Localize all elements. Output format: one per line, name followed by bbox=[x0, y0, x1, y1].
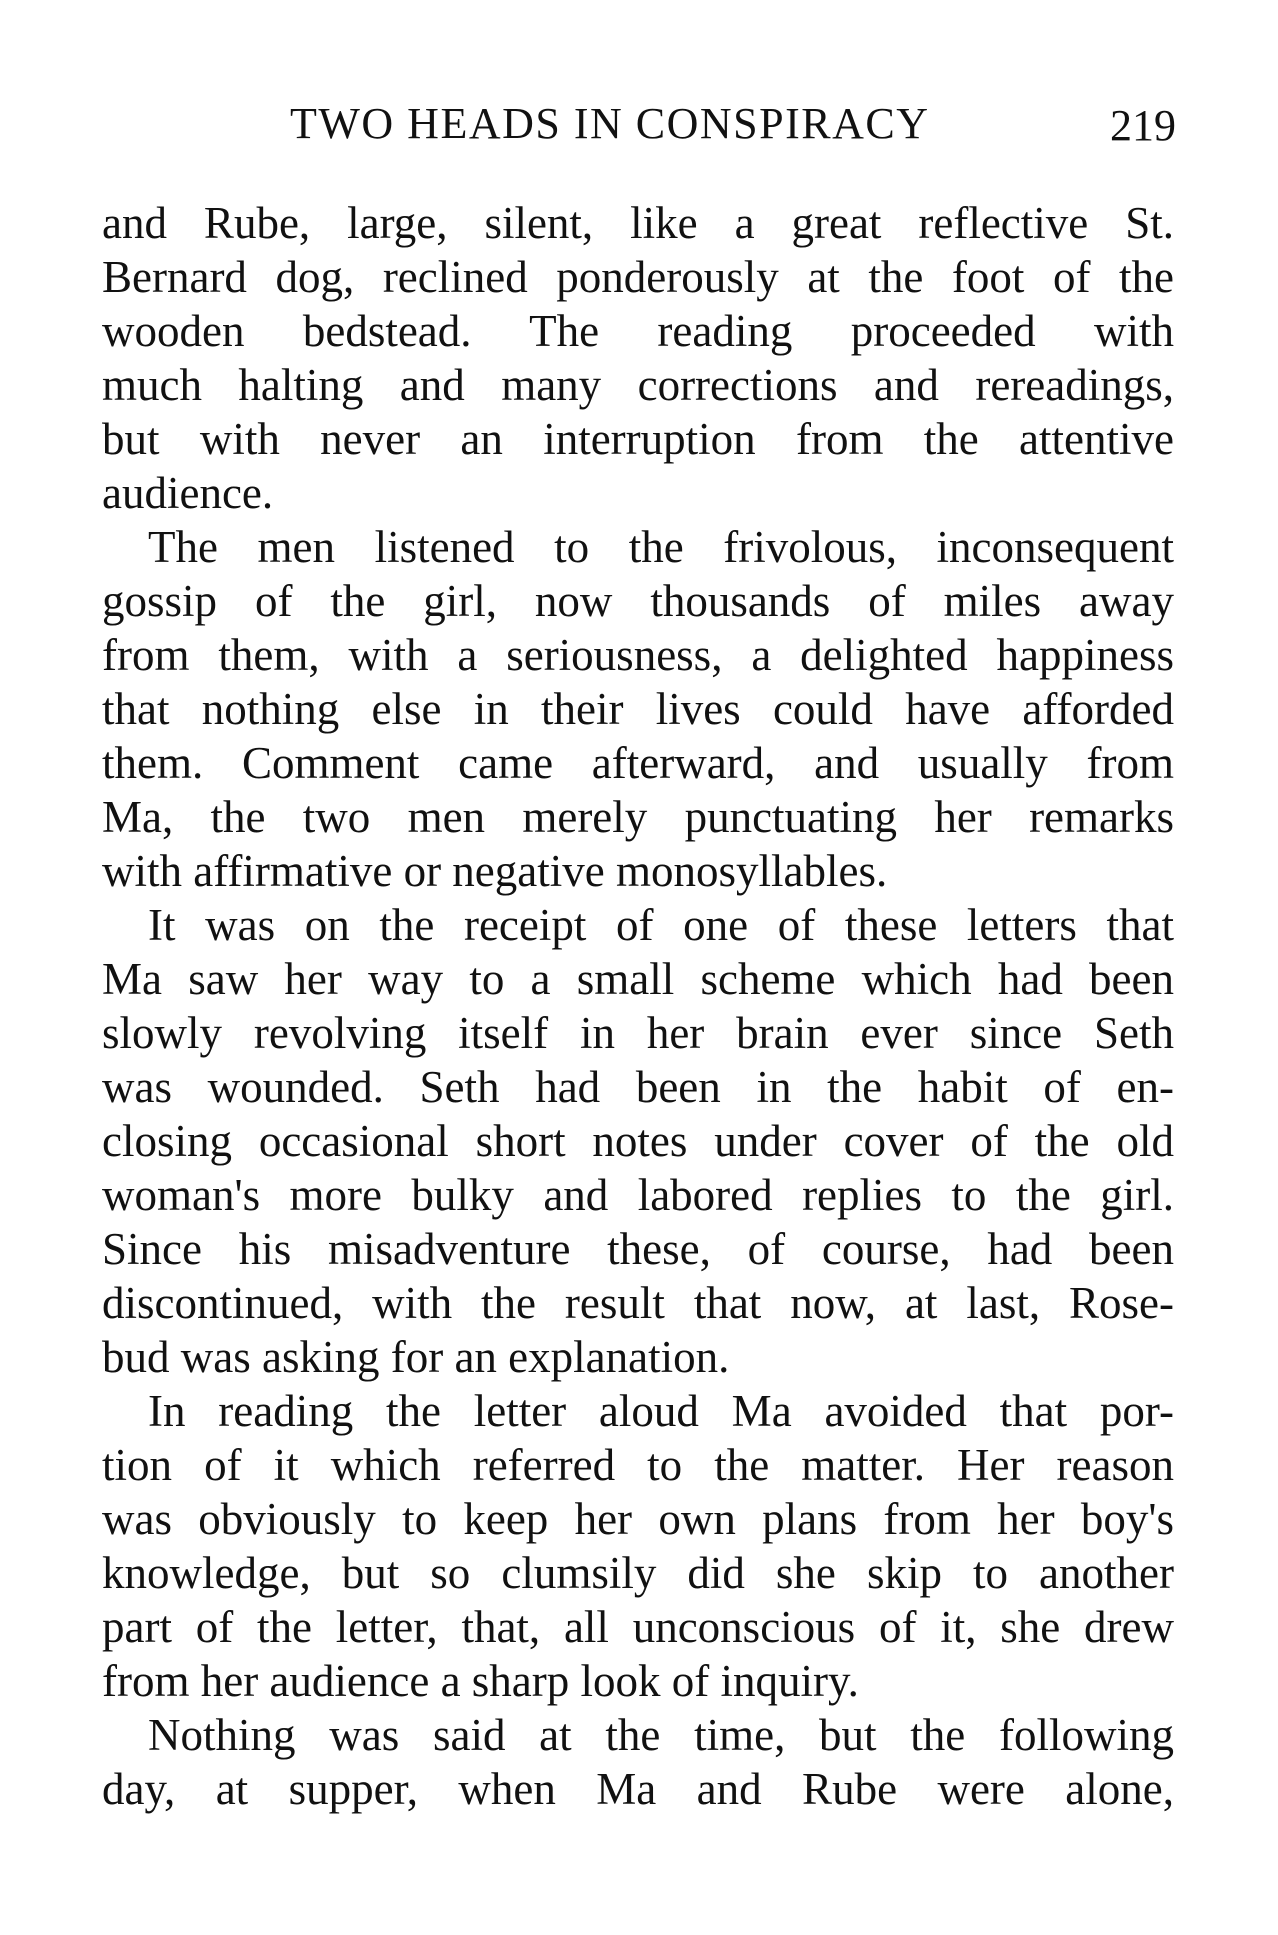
text-line: Since his misadventure these, of course, had been bbox=[102, 1224, 1174, 1274]
text-line: Ma, the two men merely punctuating her remarks bbox=[102, 792, 1174, 842]
text-line: tion of it which referred to the matter. Her reason bbox=[102, 1440, 1174, 1490]
text-line: from her audience a sharp look of inquiry. bbox=[102, 1656, 859, 1706]
text-line: The men listened to the frivolous, inconsequent bbox=[148, 522, 1174, 572]
text-line: knowledge, but so clumsily did she skip to another bbox=[102, 1548, 1174, 1598]
text-line: wooden bedstead. The reading proceeded with bbox=[102, 306, 1174, 356]
page-number: 219 bbox=[1110, 101, 1176, 150]
text-line: them. Comment came afterward, and usually from bbox=[102, 738, 1174, 788]
text-line: Nothing was said at the time, but the following bbox=[148, 1710, 1174, 1760]
text-line: was wounded. Seth had been in the habit of en- bbox=[102, 1062, 1174, 1112]
text-line: In reading the letter aloud Ma avoided that por- bbox=[148, 1386, 1174, 1436]
body-text bbox=[102, 196, 1174, 1816]
text-line: woman's more bulky and labored replies to the girl. bbox=[102, 1170, 1174, 1220]
text-line: bud was asking for an explanation. bbox=[102, 1332, 730, 1382]
text-line: day, at supper, when Ma and Rube were alone, bbox=[102, 1764, 1174, 1814]
text-line: and Rube, large, silent, like a great reflective St. bbox=[102, 198, 1174, 248]
text-line: but with never an interruption from the attentive bbox=[102, 414, 1174, 464]
text-line: gossip of the girl, now thousands of miles away bbox=[102, 576, 1174, 626]
text-line: with affirmative or negative monosyllables. bbox=[102, 846, 888, 896]
running-title: TWO HEADS IN CONSPIRACY bbox=[290, 99, 930, 148]
text-line: was obviously to keep her own plans from her boy's bbox=[102, 1494, 1174, 1544]
text-line: Bernard dog, reclined ponderously at the foot of the bbox=[102, 252, 1174, 302]
text-line: It was on the receipt of one of these letters that bbox=[148, 900, 1174, 950]
text-line: audience. bbox=[102, 468, 274, 518]
text-line: closing occasional short notes under cover of the old bbox=[102, 1116, 1174, 1166]
text-line: slowly revolving itself in her brain ever since Seth bbox=[102, 1008, 1174, 1058]
text-line: part of the letter, that, all unconscious of it, she drew bbox=[102, 1602, 1174, 1652]
text-line: much halting and many corrections and rereadings, bbox=[102, 360, 1174, 410]
text-line: Ma saw her way to a small scheme which had been bbox=[102, 954, 1174, 1004]
text-line: discontinued, with the result that now, at last, Rose- bbox=[102, 1278, 1174, 1328]
text-line: that nothing else in their lives could have afforded bbox=[102, 684, 1174, 734]
text-line: from them, with a seriousness, a delighted happiness bbox=[102, 630, 1174, 680]
